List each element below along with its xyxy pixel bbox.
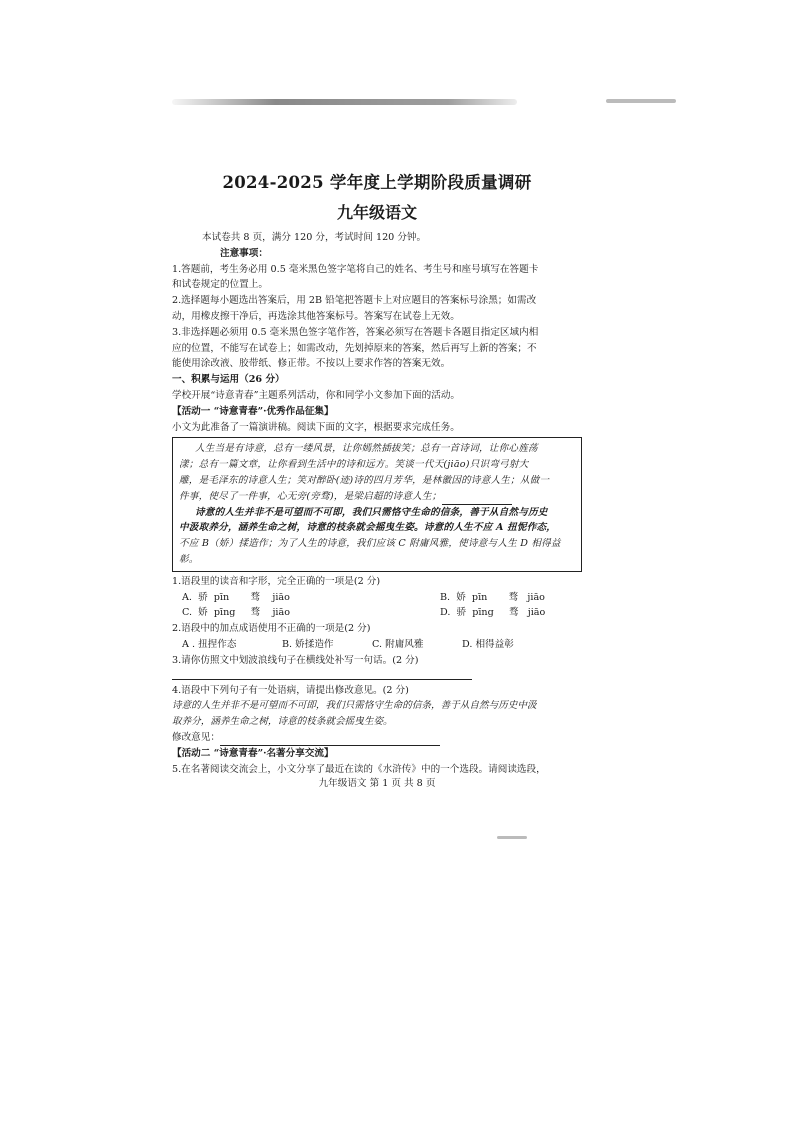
note-line: 3.非选择题必须用 0.5 毫米黑色签字笔作答，答案必须写在答题卡各题目指定区域内相 xyxy=(172,326,539,338)
reading-passage xyxy=(172,437,582,571)
answer-line[interactable] xyxy=(220,736,440,746)
passage-line: 件事，使尽了一件事，心无旁(旁骛)，是梁启超的诗意人生； xyxy=(179,489,575,505)
note-line: 能使用涂改液、胶带纸、修正带。不按以上要求作答的答案无效。 xyxy=(172,358,451,370)
note-line: 1.答题前，考生务必用 0.5 毫米黑色签字笔将自己的姓名、考生号和座号填写在答题卡 xyxy=(172,263,539,275)
passage-line: 漾；总有一篇文章，让你看到生活中的诗和远方。笑谈一代天(jiāo)只识弯弓射大 xyxy=(179,459,529,471)
passage-line: 雕，是毛泽东的诗意人生；笑对醉卧(迹)诗的四月芳华，是林徽因的诗意人生；从做一 xyxy=(179,474,550,486)
note-line: 应的位置，不能写在试卷上；如需改动，先划掉原来的答案，然后再写上新的答案；不 xyxy=(172,342,537,354)
question-5-stem: 5.在名著阅读交流会上，小文分享了最近在读的《水浒传》中的一个选段。请阅读选段， xyxy=(172,763,546,775)
page-footer: 九年级语文 第 1 页 共 8 页 xyxy=(318,778,436,790)
note-line: 2.选择题每小题选出答案后，用 2B 铅笔把答题卡上对应题目的答案标号涂黑；如需改 xyxy=(172,295,537,307)
option-b: B. 娇揉造作 xyxy=(282,638,334,650)
exam-subtitle: 九年级语文 xyxy=(336,203,417,222)
question-4-sentence: 取养分，涵养生命之树，诗意的枝条就会摇曳生姿。 xyxy=(172,716,393,728)
scan-edge-line xyxy=(172,99,517,105)
note-line: 动，用橡皮擦干净后，再选涂其他答案标号。答案写在试卷上无效。 xyxy=(172,310,460,322)
question-1-options-row xyxy=(172,605,582,621)
passage-line: 中汲取养分，涵养生命之树，诗意的枝条就会摇曳生姿。诗意的人生不应 A 扭怩作态， xyxy=(179,522,557,534)
section-intro: 学校开展“诗意青春”主题系列活动，你和同学小文参加下面的活动。 xyxy=(172,389,461,401)
activity-heading: 【活动二 “诗意青春”·名著分享交流】 xyxy=(172,747,334,759)
question-2-stem: 2.语段中的加点成语使用不正确的一项是(2 分) xyxy=(172,623,371,635)
question-4-sentence: 诗意的人生并非不是可望而不可即，我们只需恪守生命的信条，善于从自然与历史中汲 xyxy=(172,700,537,712)
option-b: B. 娇 pīn 骛 jiāo xyxy=(440,591,545,603)
question-4-stem: 4.语段中下列句子有一处语病，请提出修改意见。(2 分) xyxy=(172,684,409,696)
passage-line: 彰。 xyxy=(179,553,199,565)
option-c: C. 娇 pīng 骛 jiāo xyxy=(182,607,290,619)
passage-line: 人生当是有诗意，总有一缕风景，让你嫣然插拔笑；总有一首诗词，让你心旌荡 xyxy=(195,443,538,455)
activity-heading: 【活动一 “诗意青春”·优秀作品征集】 xyxy=(172,405,334,417)
exam-page xyxy=(172,150,582,791)
question-2-options xyxy=(172,637,582,653)
note-line: 和试卷规定的位置上。 xyxy=(172,279,268,291)
scan-edge-line xyxy=(606,99,676,103)
question-1-options-row xyxy=(172,590,582,606)
passage-line: 不应 B（娇）揉造作；为了人生的诗意，我们应该 C 附庸风雅，使诗意与人生 D 相得益 xyxy=(179,538,561,550)
activity-intro: 小文为此准备了一篇演讲稿。阅读下面的文字，根据要求完成任务。 xyxy=(172,421,460,433)
answer-line[interactable] xyxy=(172,670,472,680)
exam-meta: 本试卷共 8 页，满分 120 分，考试时间 120 分钟。 xyxy=(202,232,427,243)
option-a: A. 骄 pīn 骛 jiāo xyxy=(182,591,290,603)
question-3-stem: 3.请你仿照文中划波浪线句子在横线处补写一句话。(2 分) xyxy=(172,654,419,666)
option-c: C. 附庸风雅 xyxy=(372,638,424,650)
section-heading: 一、积累与运用（26 分） xyxy=(172,374,285,386)
question-1-stem: 1.语段里的读音和字形，完全正确的一项是(2 分) xyxy=(172,575,381,587)
passage-line: 诗意的人生并非不是可望而不可即，我们只需恪守生命的信条，善于从自然与历史 xyxy=(195,506,548,518)
exam-title: 2024-2025 学年度上学期阶段质量调研 xyxy=(222,173,532,192)
answer-area xyxy=(172,669,582,683)
revision-field: 修改意见： xyxy=(172,730,582,746)
option-d: D. 骄 pīng 骛 jiāo xyxy=(440,607,546,619)
fill-in-blank xyxy=(442,495,512,505)
scan-edge-line xyxy=(497,836,527,839)
notes-heading: 注意事项： xyxy=(220,247,268,259)
option-a: A . 扭捏作态 xyxy=(182,638,237,650)
option-d: D. 相得益彰 xyxy=(462,638,514,650)
